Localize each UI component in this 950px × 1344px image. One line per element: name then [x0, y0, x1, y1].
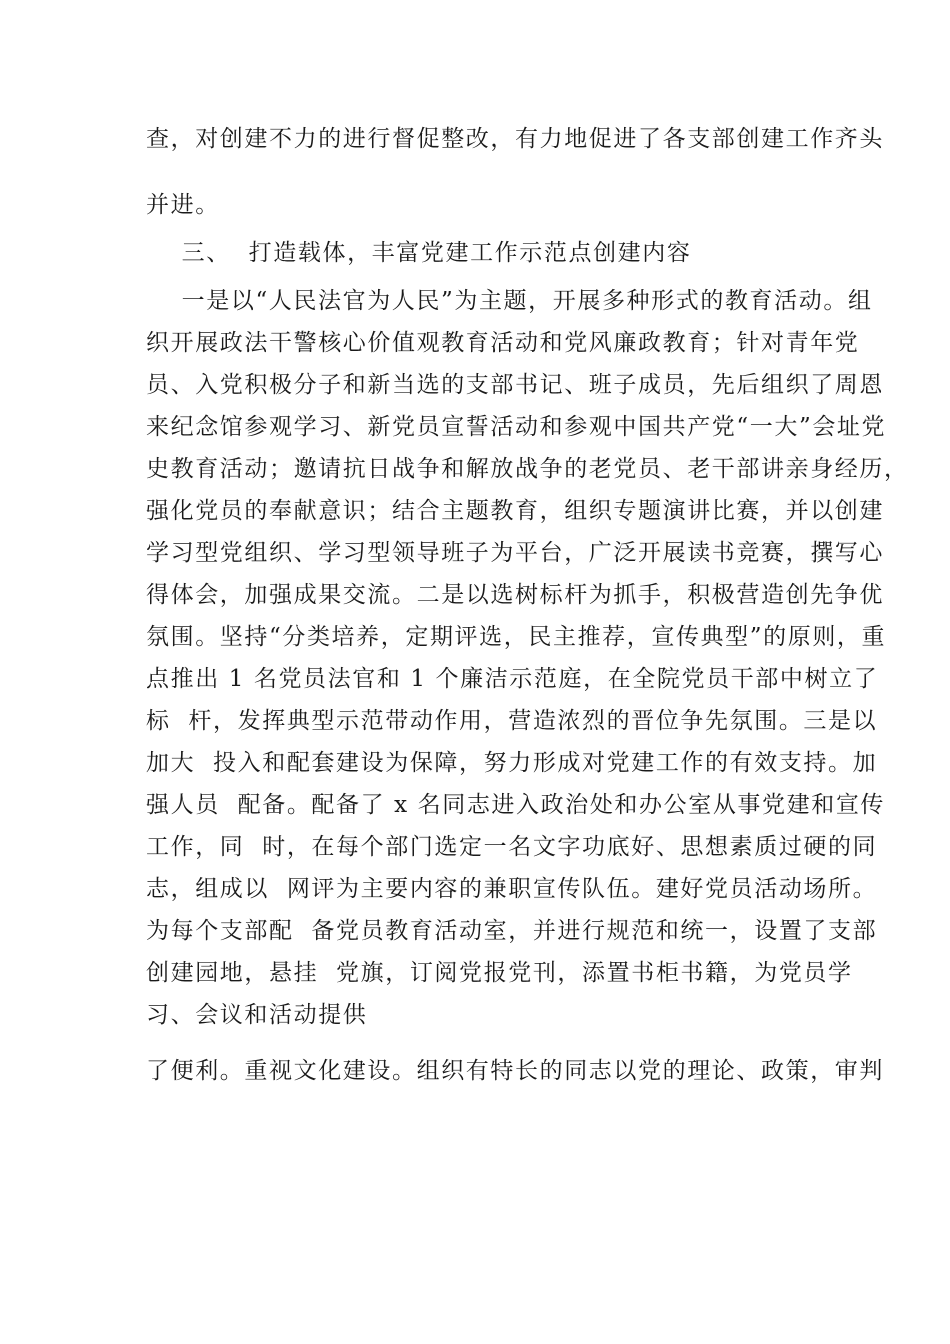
text-line: 志，组成以 网评为主要内容的兼职宣传队伍。建好党员活动场所。: [146, 876, 878, 902]
text-line: 查，对创建不力的进行督促整改，有力地促进了各支部创建工作齐头: [146, 126, 884, 152]
text-line: 强人员 配备。配备了 x 名同志进入政治处和办公室从事党建和宣传: [146, 792, 886, 818]
text-line: 来纪念馆参观学习、新党员宣誓活动和参观中国共产党“一大”会址党: [146, 414, 887, 440]
text-line: 加大 投入和配套建设为保障，努力形成对党建工作的有效支持。加: [146, 750, 878, 776]
text-line: 工作，同 时，在每个部门选定一名文字功底好、思想素质过硬的同: [146, 834, 878, 860]
text-line: 得体会，加强成果交流。二是以选树标杆为抓手，积极营造创先争优: [146, 582, 884, 608]
text-line: 员、入党积极分子和新当选的支部书记、班子成员，先后组织了周恩: [146, 372, 884, 398]
section-heading: 三、 打造载体，丰富党建工作示范点创建内容: [146, 240, 692, 266]
text-line: 点推出 1 名党员法官和 1 个廉洁示范庭，在全院党员干部中树立了: [146, 666, 879, 692]
text-line: 一是以“人民法官为人民”为主题，开展多种形式的教育活动。组: [146, 288, 873, 314]
text-line: 创建园地，悬挂 党旗，订阅党报党刊，添置书柜书籍，为党员学: [146, 960, 853, 986]
text-line: 氛围。坚持“分类培养，定期评选，民主推荐，宣传典型”的原则，重: [146, 624, 887, 650]
text-line: 学习型党组织、学习型领导班子为平台，广泛开展读书竞赛，撰写心: [146, 540, 884, 566]
text-line: 为每个支部配 备党员教育活动室，并进行规范和统一，设置了支部: [146, 918, 878, 944]
text-line: 并进。: [146, 192, 220, 218]
text-line: 标 杆，发挥典型示范带动作用，营造浓烈的晋位争先氛围。三是以: [146, 708, 878, 734]
text-line: 了便利。重视文化建设。组织有特长的同志以党的理论、政策，审判: [146, 1058, 884, 1084]
text-line: 织开展政法干警核心价值观教育活动和党风廉政教育；针对青年党: [146, 330, 860, 356]
text-line: 史教育活动；邀请抗日战争和解放战争的老党员、老干部讲亲身经历，: [146, 456, 909, 482]
text-line: 强化党员的奉献意识；结合主题教育，组织专题演讲比赛，并以创建: [146, 498, 884, 524]
text-line: 习、会议和活动提供: [146, 1002, 368, 1028]
